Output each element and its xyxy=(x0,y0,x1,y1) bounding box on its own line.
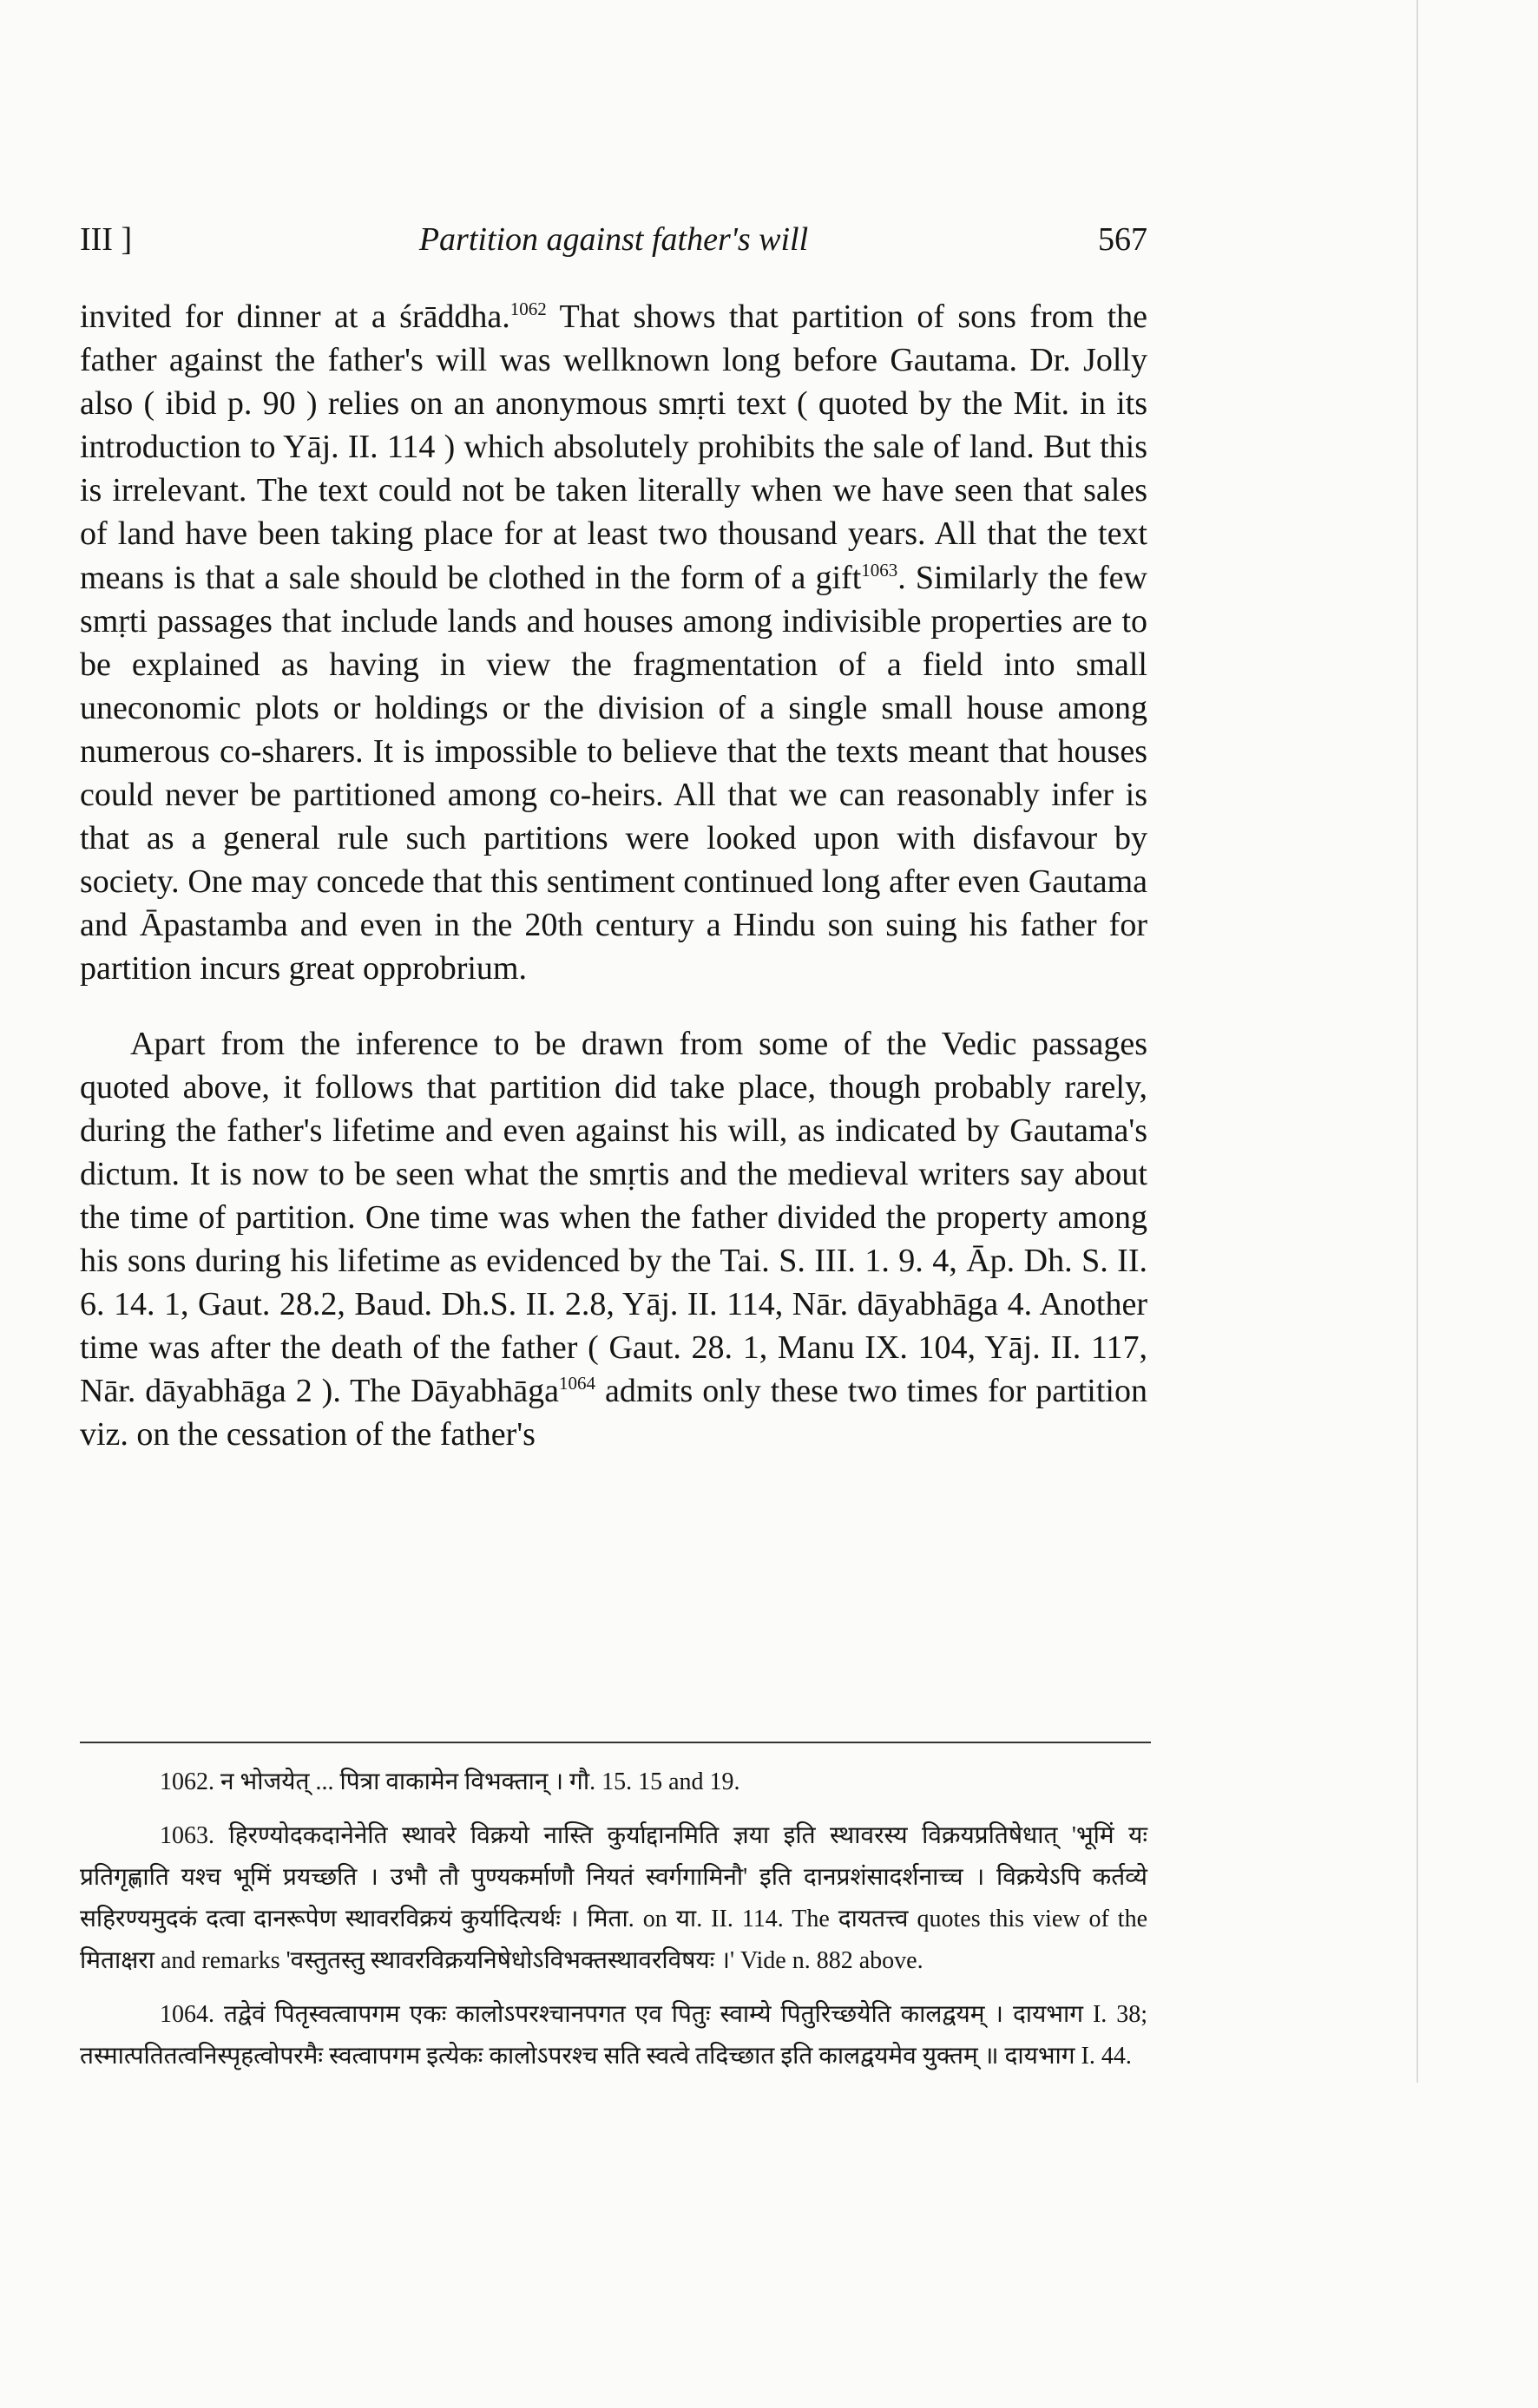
text-run: admits only these two times for partition viz. on the cessation of the father's xyxy=(80,1373,1147,1453)
main-text xyxy=(80,295,1147,1456)
running-header xyxy=(80,201,1147,262)
footnote-number: 1062. xyxy=(160,1768,214,1795)
text-run: . Similarly the few smṛti passages that include lands and houses among indivisible properties are to be explained as having in view the fragmentation of a field into small uneconomic plots or holdings or the division of a single small house among numerous co-sharers. It is impossible to believe that the texts meant that houses could never be partitioned among co-heirs. All that we can reasonably infer is that as a general rule such partitions were looked upon with disfavour by society. One may concede that this sentiment continued long after even Gautama and Āpastamba and even in the 20th century a Hindu son suing his father for partition incurs great opprobrium. xyxy=(80,559,1147,987)
page-edge-line xyxy=(1416,0,1418,2083)
footnote-1063 xyxy=(80,1815,1147,1982)
paragraph-1 xyxy=(80,295,1147,991)
footnote-text: न भोजयेत् ... पित्रा वाकामेन विभक्तान् । गौ. 15. 15 and 19. xyxy=(220,1768,740,1795)
footnote-ref-1062[interactable]: 1062 xyxy=(509,299,547,319)
text-run: invited for dinner at a śrāddha. xyxy=(80,299,510,335)
running-title: Partition against father's will xyxy=(418,221,809,258)
text-run: That shows that partition of sons from the father against the father's will was wellknown long before Gautama. Dr. Jolly also ( ibid p. 90 ) relies on an anonymous smṛti text ( quoted by the Mit. in its introduction to Yāj. II. 114 ) which absolutely prohibits the sale of land. But this is irrelevant. The text could not be taken literally when we have seen that sales of land have been taking place for at least two thousand years. All that the text means is that a sale should be clothed in the form of a gift xyxy=(80,299,1147,596)
text-run: Apart from the inference to be drawn from some of the Vedic passages quoted above, it follows that partition did take place, though probably rarely, during the father's lifetime and even against his will, as indicated by Gautama's dictum. It is now to be seen what the smṛtis and the medieval writers say about the time of partition. One time was when the father divided the property among his sons during his lifetime as evidenced by the Tai. S. III. 1. 9. 4, Āp. Dh. S. II. 6. 14. 1, Gaut. 28.2, Baud. Dh.S. II. 2.8, Yāj. II. 114, Nār. dāyabhāga 4. Another time was after the death of the father ( Gaut. 28. 1, Manu IX. 104, Yāj. II. 117, Nār. dāyabhāga 2 ). The Dāyabhāga xyxy=(80,1025,1147,1410)
footnotes xyxy=(80,1762,1147,2090)
footnote-1064 xyxy=(80,1994,1147,2077)
page-number: 567 xyxy=(1098,221,1147,258)
chapter-marker: III ] xyxy=(80,221,133,258)
footnote-1062 xyxy=(80,1762,1147,1803)
footnote-ref-1063[interactable]: 1063 xyxy=(861,559,898,581)
footnote-text: हिरण्योदकदानेनेति स्थावरे विक्रयो नास्ति कुर्याद्दानमिति ज्ञया इति स्थावरस्य विक्रयप्रतिषेधात् 'भूमिं यः प्रतिगृह्णाति यश्च भूमिं प्रयच्छति । उभौ तौ पुण्यकर्माणौ नियतं स्वर्गगामिनौ' इति दानप्रशंसादर्शनाच्च । विक्रयेऽपि कर्तव्ये सहिरण्यमुदकं दत्वा दानरूपेण स्थावरविक्रयं कुर्यादित्यर्थः । मिता. on या. II. 114. The दायतत्त्व quotes this view of the मिताक्षरा and remarks 'वस्तुतस्तु स्थावरविक्रयनिषेधोऽविभक्तस्थावरविषयः ।' Vide n. 882 above. xyxy=(80,1822,1147,1974)
footnote-ref-1064[interactable]: 1064 xyxy=(559,1373,596,1394)
footnote-number: 1064. xyxy=(160,2001,214,2028)
footnote-divider xyxy=(80,1742,1151,1743)
paragraph-2 xyxy=(80,1022,1147,1457)
footnote-number: 1063. xyxy=(160,1822,214,1849)
footnote-text: तद्वेवं पितृस्वत्वापगम एकः कालोऽपरश्चानपगत एव पितुः स्वाम्ये पितुरिच्छयेति कालद्वयम् । दायभाग I. 38; तस्मात्पतितत्वनिस्पृहत्वोपरमैः स्वत्वापगम इत्येकः कालोऽपरश्च सति स्वत्वे तदिच्छात इति कालद्वयमेव युक्तम् ॥ दायभाग I. 44. xyxy=(80,2001,1147,2070)
